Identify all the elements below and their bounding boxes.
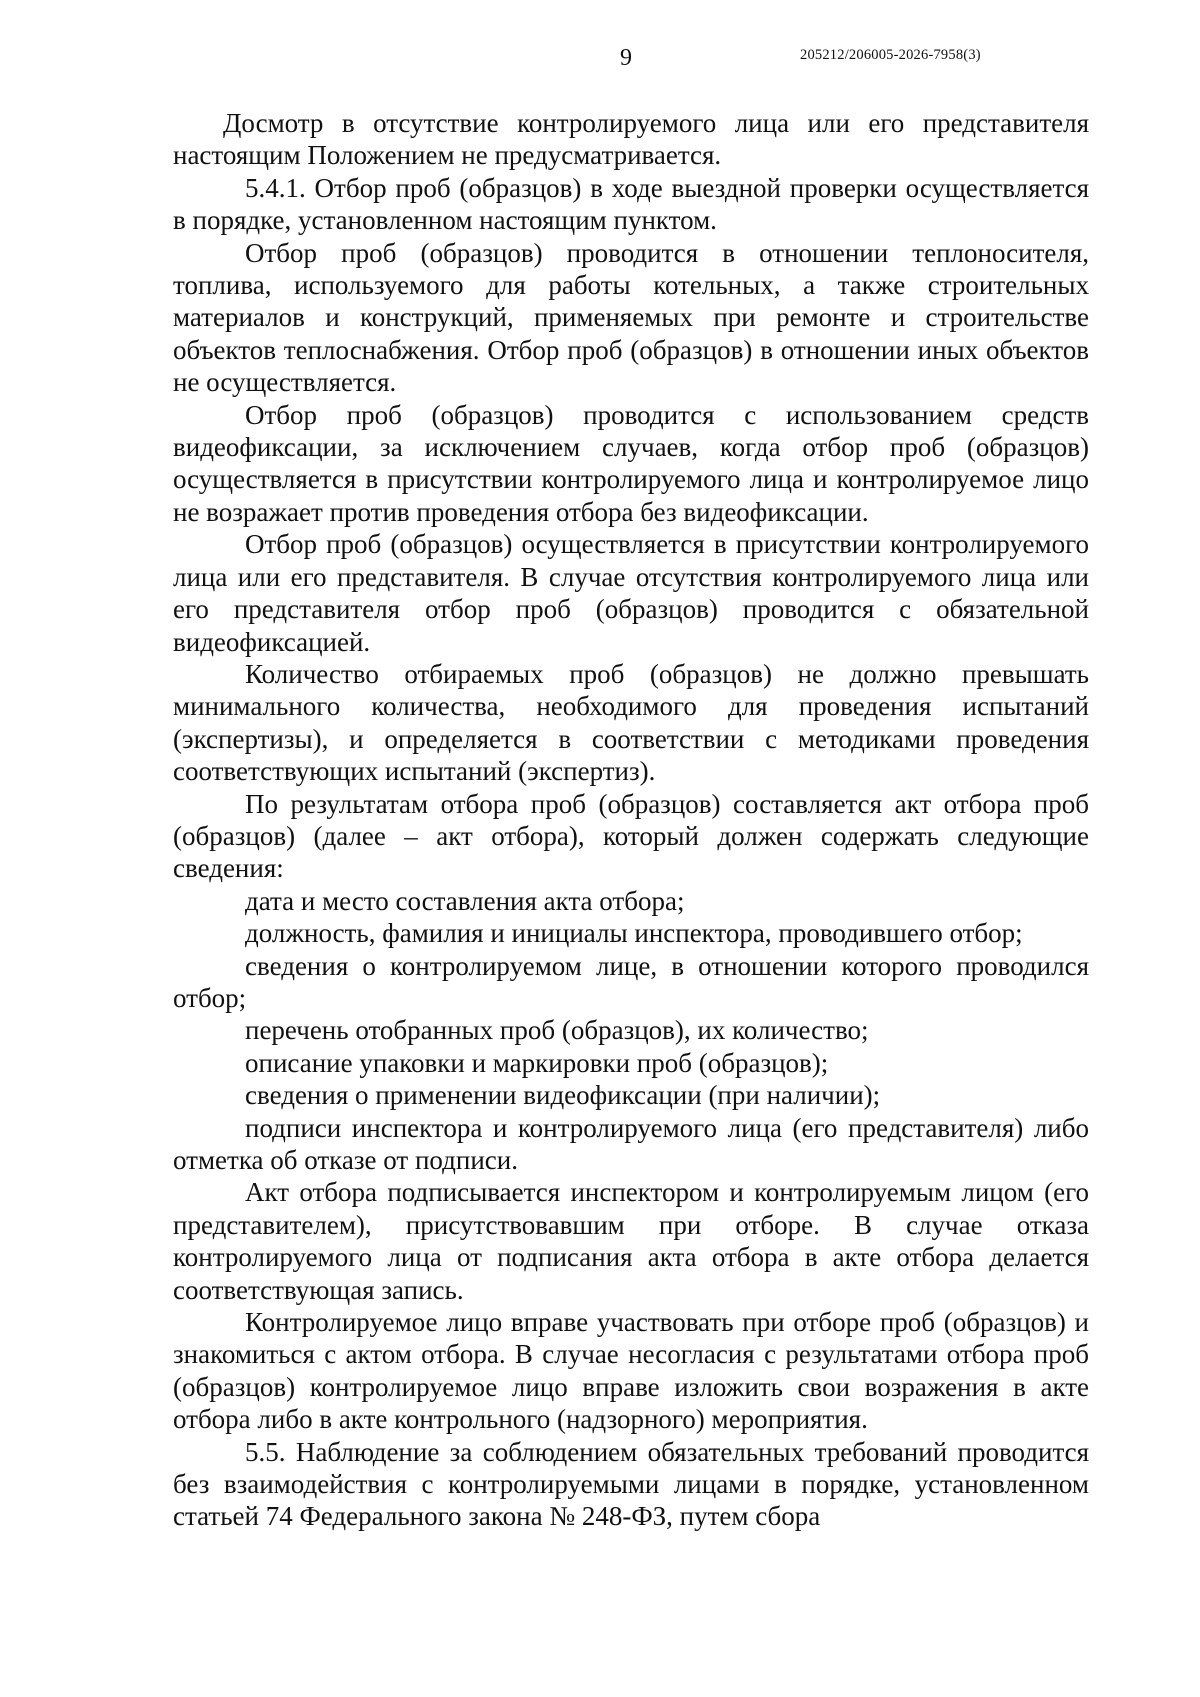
list-item: сведения о применении видеофиксации (при наличии); — [245, 1080, 881, 1111]
list-item: дата и место составления акта отбора; — [245, 885, 685, 916]
list-item: подписи инспектора и контролируемого лица (его представителя) либо отметка об отказе от подписи. — [173, 1112, 1089, 1175]
paragraph-controlled-person-rights: Контролируемое лицо вправе участвовать при отборе проб (образцов) и знакомиться с актом отбора. В случае несогласия с результатами отбора проб (образцов) контролируемое лицо вправе изложить свои возражения в акте отбора либо в акте контрольного (надзорного) мероприятия. — [173, 1307, 1089, 1435]
paragraph-sampling-objects: Отбор проб (образцов) проводится в отношении теплоносителя, топлива, используемого для работы котельных, а также строительных материалов и конструкций, применяемых при ремонте и строительстве объектов теплоснабжения. Отбор проб (образцов) в отношении иных объектов не осуществляется. — [173, 237, 1089, 398]
paragraph-sample-quantity: Количество отбираемых проб (образцов) не должно превышать минимального количества, необходимого для проведения испытаний (экспертизы), и определяется в соответствии с методиками проведения соответствующих испытаний (экспертиз). — [173, 658, 1089, 787]
list-item: сведения о контролируемом лице, в отношении которого проводился отбор; — [173, 950, 1089, 1013]
paragraph-5-4-1: 5.4.1. Отбор проб (образцов) в ходе выездной проверки осуществляется в порядке, установленном настоящим пунктом. — [173, 172, 1089, 236]
paragraph-video-recording: Отбор проб (образцов) проводится с использованием средств видеофиксации, за исключением случаев, когда отбор проб (образцов) осуществляется в присутствии контролируемого лица и контролируемое лицо не возражает против проведения отбора без видеофиксации. — [173, 399, 1089, 527]
page-number: 9 — [620, 45, 632, 71]
paragraph-inspection-absence: Досмотр в отсутствие контролируемого лица или его представителя настоящим Положением не предусматривается. — [173, 108, 1089, 171]
list-item: должность, фамилия и инициалы инспектора, проводившего отбор; — [245, 918, 1023, 949]
document-id: 205212/206005-2026-7958(3) — [800, 47, 981, 63]
list-item: описание упаковки и маркировки проб (образцов); — [245, 1047, 829, 1078]
document-body — [173, 107, 1089, 1533]
paragraph-sampling-act: По результатам отбора проб (образцов) составляется акт отбора проб (образцов) (далее – акт отбора), который должен содержать следующие сведения: — [173, 788, 1089, 884]
list-item: перечень отобранных проб (образцов), их количество; — [245, 1015, 869, 1046]
paragraph-act-signing: Акт отбора подписывается инспектором и контролируемым лицом (его представителем), присутствовавшим при отборе. В случае отказа контролируемого лица от подписания акта отбора в акте отбора делается соответствующая запись. — [173, 1177, 1089, 1305]
paragraph-presence: Отбор проб (образцов) осуществляется в присутствии контролируемого лица или его представителя. В случае отсутствия контролируемого лица или его представителя отбор проб (образцов) проводится с обязательной видеофиксацией. — [173, 529, 1089, 657]
paragraph-5-5: 5.5. Наблюдение за соблюдением обязательных требований проводится без взаимодействия с контролируемыми лицами в порядке, установленном статьей 74 Федерального закона № 248-ФЗ, путем сбора — [173, 1436, 1089, 1532]
